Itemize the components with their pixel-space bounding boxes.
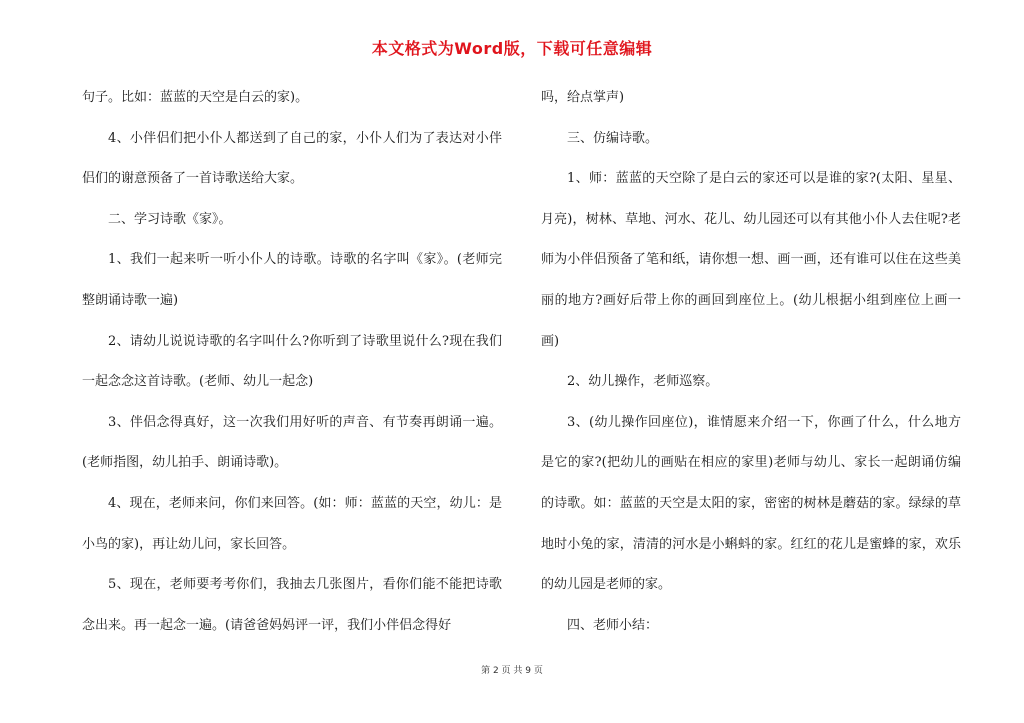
section-heading: 二、学习诗歌《家》。 (108, 211, 232, 227)
paragraph: 句子。比如：蓝蓝的天空是白云的家)。 (82, 90, 309, 105)
page-number: 第 2 页 共 9 页 (481, 666, 543, 676)
paragraph: 吗，给点掌声) (541, 90, 625, 105)
paragraph: 3、伴侣念得真好，这一次我们用好听的声音、有节奏再朗诵一遍。(老师指图，幼儿拍手、朗诵诗歌)。 (82, 414, 502, 471)
download-banner: 本文格式为Word版，下载可任意编辑 (371, 39, 653, 58)
section-heading: 三、仿编诗歌。 (567, 130, 659, 146)
left-column (82, 78, 502, 646)
paragraph: 4、现在，老师来问，你们来回答。(如：师：蓝蓝的天空，幼儿：是小鸟的家)，再让幼儿问，家长回答。 (82, 495, 502, 552)
paragraph: 4、小伴侣们把小仆人都送到了自己的家，小仆人们为了表达对小伴侣们的谢意预备了一首诗歌送给大家。 (82, 130, 502, 187)
right-column (541, 78, 961, 646)
section-heading: 四、老师小结： (567, 617, 659, 633)
paragraph: 1、我们一起来听一听小仆人的诗歌。诗歌的名字叫《家》。(老师完整朗诵诗歌一遍) (82, 252, 502, 308)
paragraph: 5、现在，老师要考考你们，我抽去几张图片，看你们能不能把诗歌念出来。再一起念一遍。(请爸爸妈妈评一评，我们小伴侣念得好 (82, 577, 502, 633)
paragraph: 2、请幼儿说说诗歌的名字叫什么?你听到了诗歌里说什么?现在我们一起念念这首诗歌。(老师、幼儿一起念) (82, 333, 502, 390)
paragraph: 1、师：蓝蓝的天空除了是白云的家还可以是谁的家?(太阳、星星、月亮)，树林、草地、河水、花儿、幼儿园还可以有其他小仆人去住呢?老师为小伴侣预备了笔和纸，请你想一想、画一画，还有谁可以住在这些美丽的地方?画好后带上你的画回到座位上。(幼儿根据小组到座位上画一画) (541, 171, 961, 349)
paragraph: 2、幼儿操作，老师巡察。 (567, 374, 719, 390)
paragraph: 3、(幼儿操作回座位)，谁情愿来介绍一下，你画了什么，什么地方是它的家?(把幼儿的画贴在相应的家里)老师与幼儿、家长一起朗诵仿编的诗歌。如：蓝蓝的天空是太阳的家，密密的树林是蘑菇的家。绿绿的草地时小兔的家，清清的河水是小蝌蚪的家。红红的花儿是蜜蜂的家，欢乐的幼儿园是老师的家。 (541, 414, 961, 593)
